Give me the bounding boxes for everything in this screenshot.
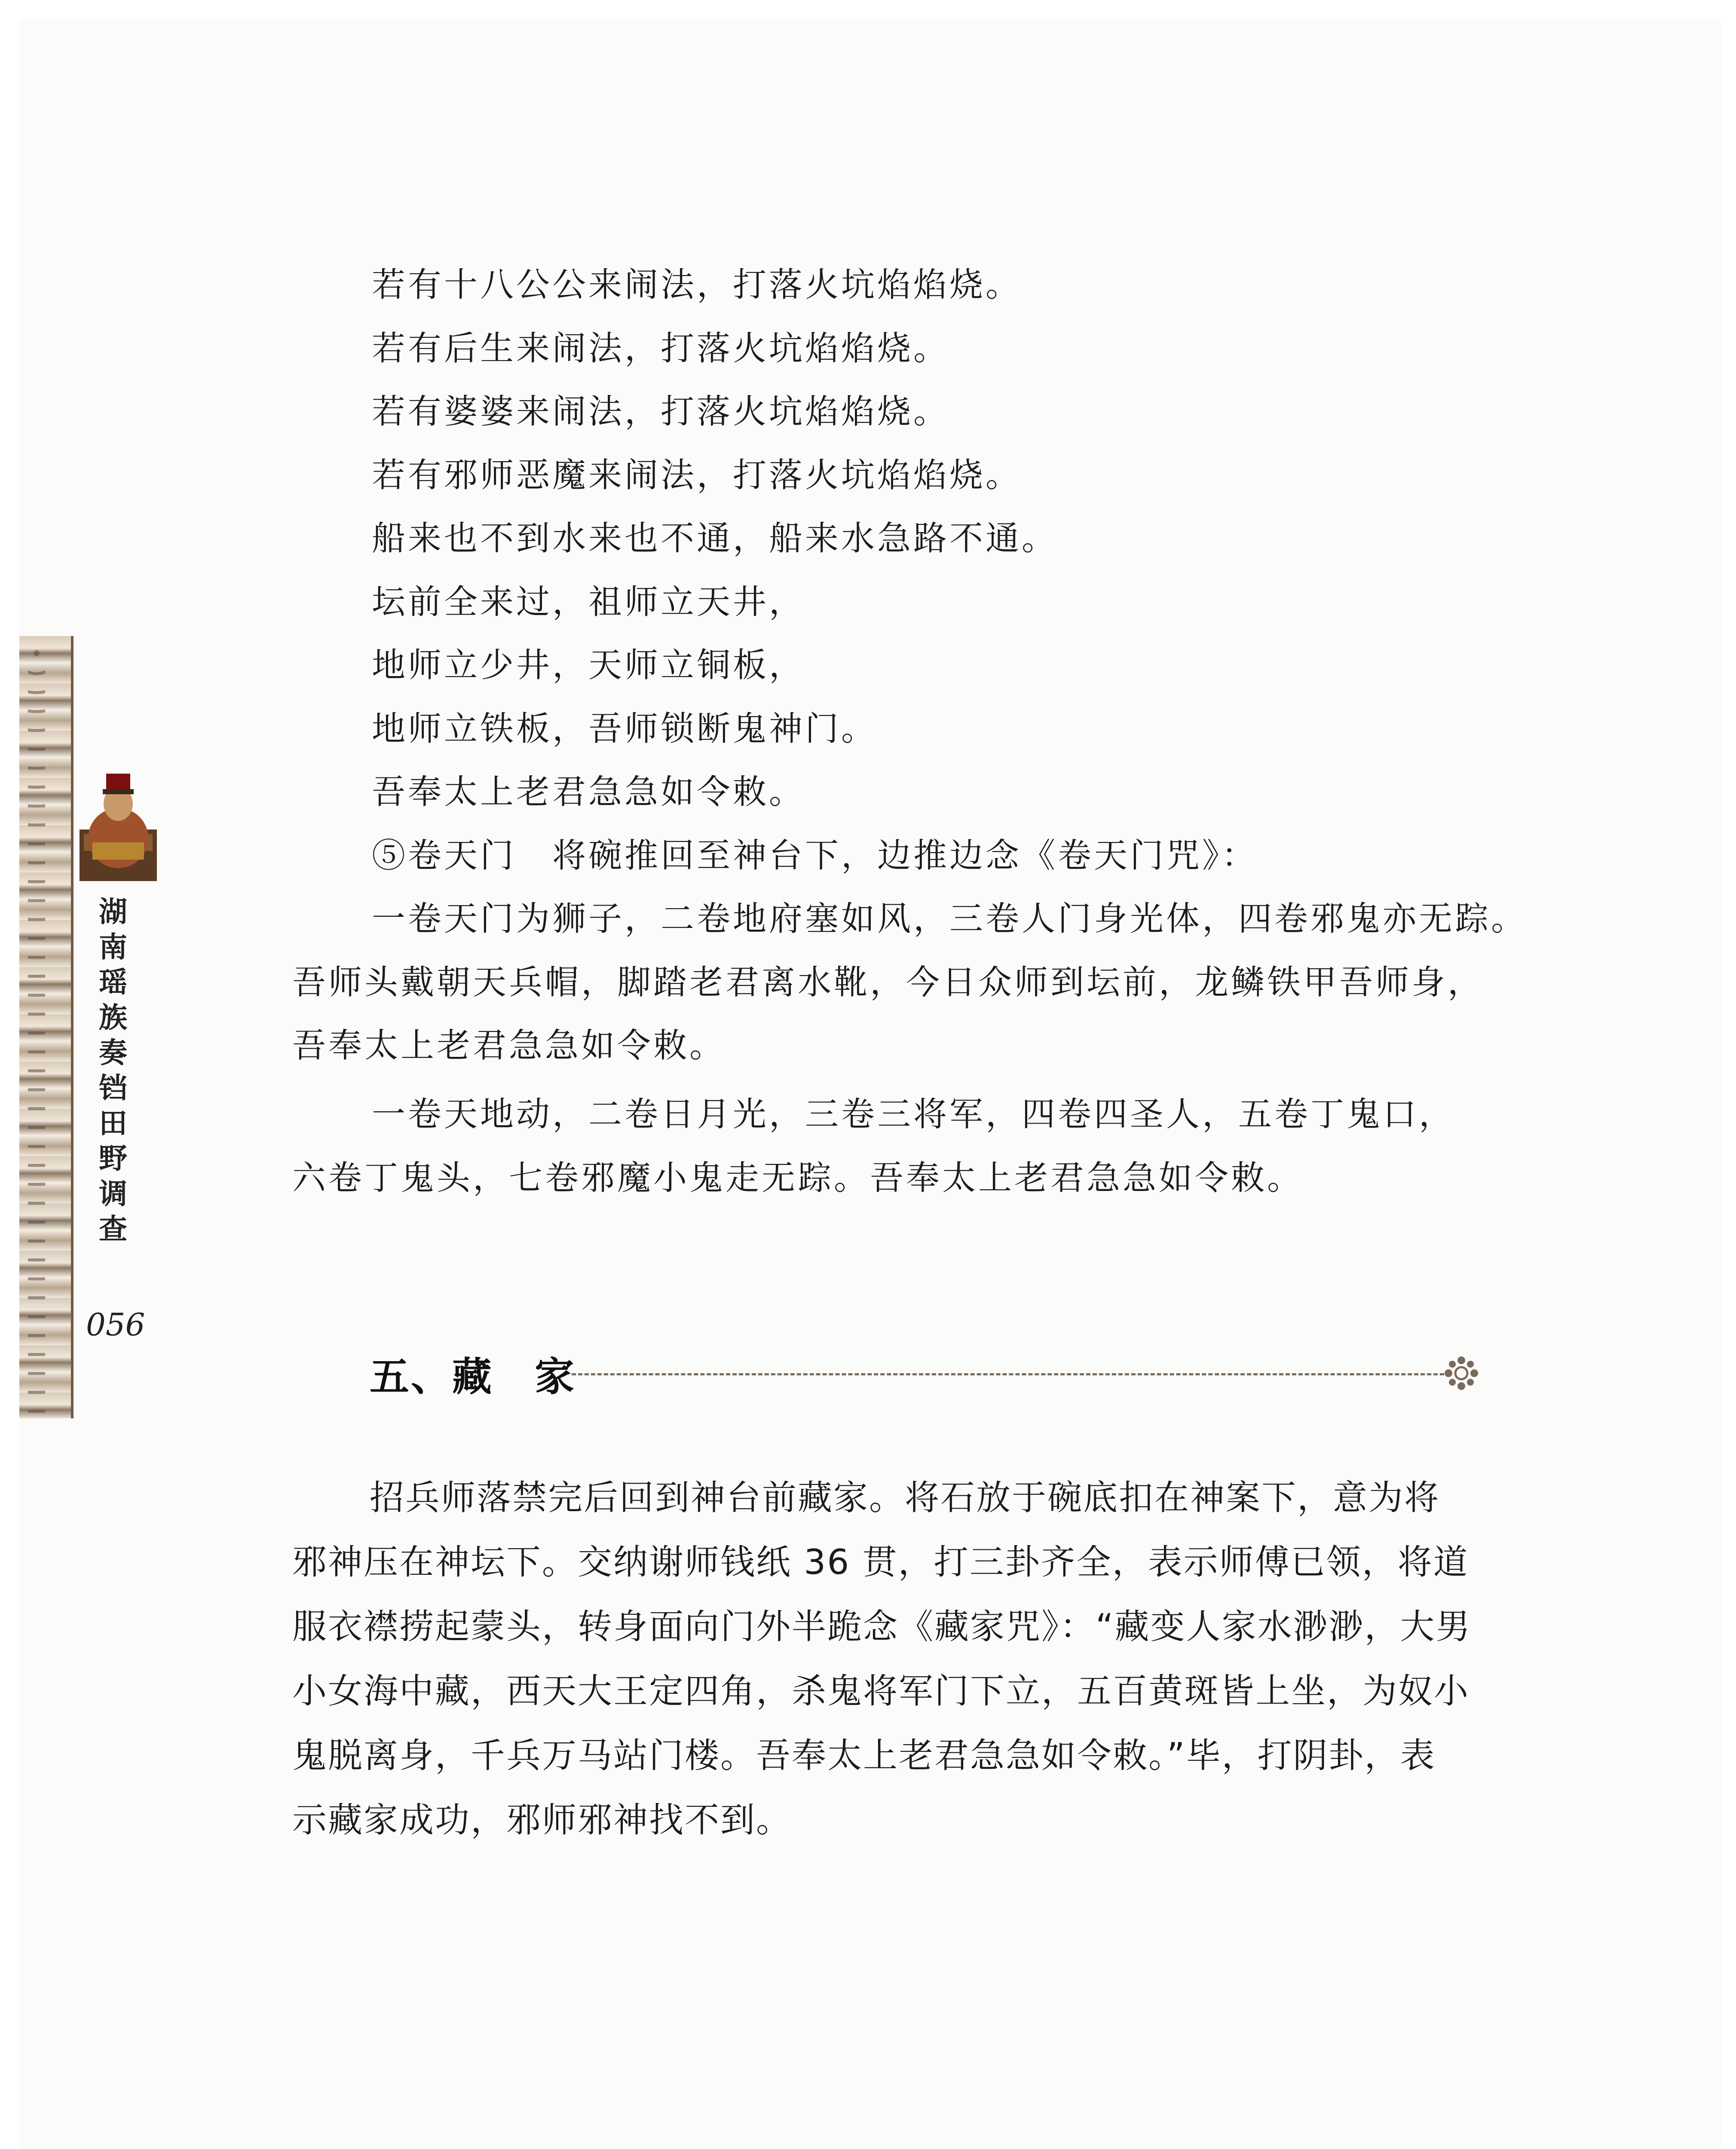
verse-line: 吾奉太上老君急急如令敕。: [372, 773, 805, 811]
paragraph-line: 招兵师落禁完后回到神台前藏家。将石放于碗底扣在神案下，意为将: [370, 1478, 1440, 1518]
verse-line: 船来也不到水来也不通，船来水急路不通。: [372, 519, 1058, 558]
verse-line: 地师立少井，天师立铜板，: [372, 646, 805, 685]
title-char: 田: [99, 1106, 127, 1140]
verse-line: 坛前全来过，祖师立天井，: [372, 583, 805, 621]
verse-line: 若有邪师恶魔来闹法，打落火坑焰焰烧。: [372, 456, 1022, 495]
paragraph-line: 邪神压在神坛下。交纳谢师钱纸 36 贯，打三卦齐全，表示师傅已领，将道: [292, 1542, 1469, 1582]
paragraph-line: 鬼脱离身，千兵万马站门楼。吾奉太上老君急急如令敕。”毕，打阴卦，表: [292, 1736, 1436, 1776]
verse-line: 一卷天地动，二卷日月光，三卷三将军，四卷四圣人，五卷丁鬼口，: [372, 1095, 1455, 1134]
side-band-pattern: [28, 636, 45, 1418]
verse-line: 吾师头戴朝天兵帽，脚踏老君离水靴，今日众师到坛前，龙鳞铁甲吾师身，: [292, 963, 1484, 1002]
verse-line: 若有后生来闹法，打落火坑焰焰烧。: [372, 329, 950, 368]
title-char: 湖: [99, 895, 127, 928]
verse-line: 吾奉太上老君急急如令敕。: [292, 1026, 726, 1065]
title-char: 野: [99, 1142, 127, 1175]
paragraph-line: 小女海中藏，西天大王定四角，杀鬼将军门下立，五百黄斑皆上坐，为奴小: [292, 1671, 1470, 1711]
page-number: 056: [86, 1307, 145, 1343]
title-char: 调: [99, 1177, 127, 1210]
section-heading: 五、藏 家: [370, 1354, 576, 1400]
title-char: 铛: [99, 1071, 127, 1105]
flower-ornament-icon: [1442, 1354, 1481, 1393]
decorative-side-band: [19, 636, 73, 1418]
book-title-vertical: [94, 894, 132, 1246]
verse-line: 若有婆婆来闹法，打落火坑焰焰烧。: [372, 392, 950, 431]
title-char: 瑶: [99, 965, 127, 999]
title-char: 族: [99, 1001, 127, 1034]
title-char: 奏: [99, 1036, 127, 1069]
title-char: 南: [99, 930, 127, 964]
verse-line: 若有十八公公来闹法，打落火坑焰焰烧。: [372, 266, 1022, 304]
paragraph-line: 示藏家成功，邪师邪神找不到。: [292, 1800, 792, 1840]
paragraph-line: 服衣襟捞起蒙头，转身面向门外半跪念《藏家咒》：“藏变人家水渺渺，大男: [292, 1607, 1472, 1647]
verse-line: 地师立铁板，吾师锁断鬼神门。: [372, 710, 878, 748]
title-char: 查: [99, 1212, 127, 1246]
verse-line: 六卷丁鬼头，七卷邪魔小鬼走无踪。吾奉太上老君急急如令敕。: [292, 1159, 1304, 1197]
heading-dashed-rule: [572, 1373, 1444, 1375]
verse-line: ⑤卷天门 将碗推回至神台下，边推边念《卷天门咒》：: [372, 836, 1258, 875]
verse-line: 一卷天门为狮子，二卷地府塞如风，三卷人门身光体，四卷邪鬼亦无踪。: [372, 900, 1528, 938]
deity-portrait-icon: [67, 756, 170, 885]
